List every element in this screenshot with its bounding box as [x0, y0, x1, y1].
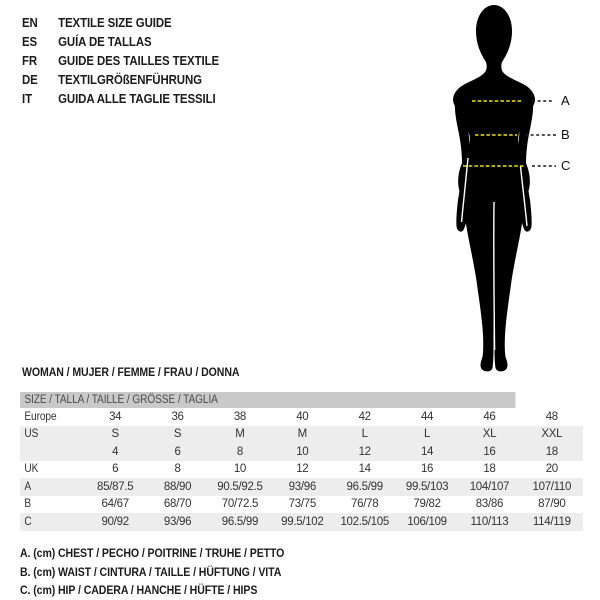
- row-label: A: [24, 480, 32, 493]
- size-cell: 68/70: [163, 498, 192, 511]
- size-cell: 114/119: [532, 515, 571, 528]
- language-code: ES: [22, 34, 38, 49]
- language-row: [22, 89, 219, 108]
- size-cell: 104/107: [469, 480, 510, 493]
- size-cell: M: [297, 428, 307, 441]
- language-code: DE: [22, 72, 38, 87]
- size-table-rows: [20, 408, 583, 531]
- size-cell: 87/90: [538, 498, 566, 511]
- size-cell: 70/72.5: [221, 498, 259, 511]
- size-cell: 10: [296, 445, 309, 458]
- size-cell: 6: [174, 445, 181, 458]
- figure-area: [440, 0, 600, 385]
- size-cell: 90.5/92.5: [217, 480, 263, 493]
- table-row: [20, 426, 583, 444]
- size-cell: 12: [296, 463, 309, 476]
- row-label: Europe: [24, 410, 57, 423]
- size-cell: 18: [545, 445, 558, 458]
- size-cell: 16: [420, 463, 434, 476]
- size-cell: 46: [483, 410, 496, 423]
- size-cell: 34: [109, 410, 122, 423]
- size-cell: L: [361, 428, 368, 441]
- measure-label-b: B: [561, 127, 570, 142]
- language-code: FR: [22, 53, 38, 68]
- size-cell: 40: [296, 410, 309, 423]
- size-cell: 83/86: [475, 498, 504, 511]
- language-label: GUIDA ALLE TAGLIE TESSILI: [58, 91, 216, 106]
- size-cell: 93/96: [288, 480, 316, 493]
- size-cell: 79/82: [413, 498, 441, 511]
- size-cell: 96.5/99: [221, 515, 259, 528]
- legend-line: B. (cm) WAIST / CINTURA / TAILLE / HÜFTUNG / VITA: [20, 564, 282, 579]
- size-cell: 99.5/102: [281, 515, 324, 528]
- language-row: [22, 32, 219, 51]
- language-code: EN: [22, 15, 38, 30]
- table-row: [20, 461, 583, 479]
- size-cell: 110/113: [470, 515, 509, 528]
- size-table: [20, 392, 583, 531]
- table-row: [20, 408, 583, 426]
- size-cell: 64/67: [101, 498, 129, 511]
- language-row: [22, 51, 219, 70]
- legend-line: A. (cm) CHEST / PECHO / POITRINE / TRUHE / PETTO: [20, 546, 285, 560]
- section-title: WOMAN / MUJER / FEMME / FRAU / DONNA: [22, 365, 240, 379]
- size-cell: 76/78: [351, 498, 379, 511]
- size-cell: 8: [174, 463, 181, 476]
- row-label: C: [24, 515, 32, 528]
- size-cell: S: [173, 428, 182, 441]
- size-cell: 90/92: [101, 515, 129, 528]
- size-cell: 18: [483, 463, 496, 476]
- size-cell: M: [235, 428, 245, 441]
- size-table-header: SIZE / TALLA / TAILLE / GRÖSSE / TAGLIA: [20, 392, 515, 408]
- size-cell: XXL: [541, 428, 563, 441]
- size-cell: 6: [112, 463, 119, 476]
- legend-line: C. (cm) HIP / CADERA / HANCHE / HÜFTE / HIPS: [20, 583, 258, 597]
- size-cell: 99.5/103: [405, 480, 449, 493]
- size-cell: 36: [171, 410, 184, 423]
- measure-label-a: A: [561, 93, 570, 108]
- language-label: GUÍA DE TALLAS: [58, 34, 152, 49]
- language-label: TEXTILGRÖßENFÜHRUNG: [58, 72, 202, 87]
- size-cell: 93/96: [163, 515, 192, 528]
- size-cell: 88/90: [163, 480, 192, 493]
- size-cell: 12: [358, 445, 371, 458]
- size-cell: 73/75: [288, 498, 316, 511]
- size-cell: 10: [233, 463, 247, 476]
- language-list: [22, 13, 246, 108]
- size-cell: 44: [420, 410, 434, 423]
- size-cell: 85/87.5: [97, 480, 134, 493]
- language-label: TEXTILE SIZE GUIDE: [58, 15, 172, 30]
- size-cell: 102.5/105: [340, 515, 389, 528]
- size-cell: 16: [483, 445, 496, 458]
- table-row: [20, 478, 583, 496]
- table-row: [20, 496, 583, 514]
- size-cell: 106/109: [407, 515, 447, 528]
- silhouette-leg-right: [494, 186, 524, 371]
- size-cell: 38: [233, 410, 247, 423]
- language-code: IT: [22, 91, 32, 106]
- size-cell: S: [111, 428, 119, 441]
- row-label: UK: [24, 463, 39, 476]
- language-row: [22, 13, 219, 32]
- size-cell: XL: [482, 428, 497, 441]
- woman-silhouette-svg: [440, 0, 580, 380]
- size-cell: 42: [358, 410, 371, 423]
- size-cell: 14: [420, 445, 434, 458]
- size-cell: 107/110: [532, 480, 572, 493]
- size-cell: 14: [358, 463, 371, 476]
- size-cell: L: [424, 428, 431, 441]
- size-cell: 96.5/99: [346, 480, 383, 493]
- size-cell: 20: [545, 463, 558, 476]
- leg-gap-line: [494, 202, 495, 350]
- measure-label-c: C: [561, 158, 571, 173]
- silhouette-leg-left: [464, 186, 494, 371]
- legend: [20, 544, 320, 600]
- size-cell: 4: [112, 445, 119, 458]
- table-row: [20, 513, 583, 531]
- size-cell: 8: [236, 445, 243, 458]
- row-label: US: [24, 428, 39, 441]
- size-cell: 48: [545, 410, 558, 423]
- language-label: GUIDE DES TAILLES TEXTILE: [58, 53, 220, 68]
- table-row: [20, 443, 583, 461]
- row-label: B: [24, 498, 32, 511]
- language-row: [22, 70, 219, 89]
